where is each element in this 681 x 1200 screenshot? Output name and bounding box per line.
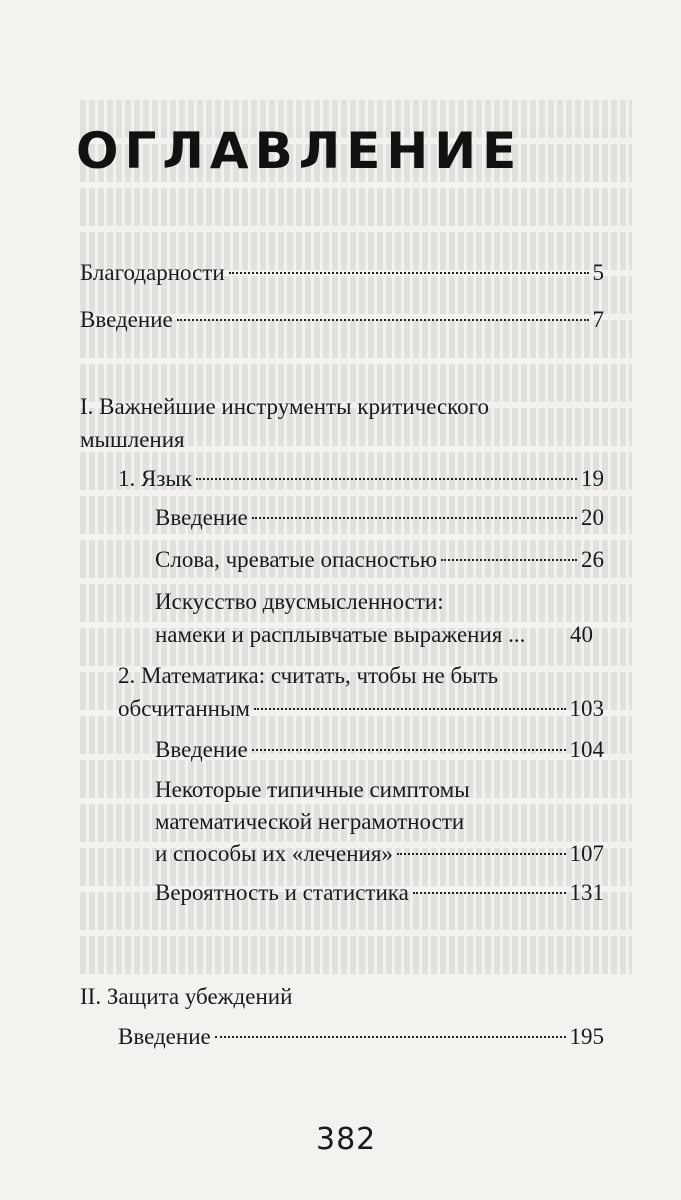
toc-entry-chapter1[interactable]: [118, 464, 604, 494]
toc-entry-page: 40: [570, 622, 593, 647]
toc-entry-ch2-probability[interactable]: [155, 878, 604, 908]
toc-entry-ch2-introduction[interactable]: [155, 735, 604, 765]
toc-entry-label-line2: обсчитанным: [118, 696, 250, 721]
toc-entry-label: Введение: [155, 737, 248, 762]
dot-leader: [252, 517, 577, 519]
dot-leader: [413, 892, 566, 894]
toc-entry-label: Введение: [155, 505, 248, 530]
toc-entry-acknowledgements[interactable]: [80, 258, 604, 288]
toc-entry-label-line2: намеки и расплывчатые выражения ...: [155, 622, 526, 647]
toc-entry-label: Благодарности: [80, 260, 225, 285]
toc-entry-page: 103: [569, 696, 604, 721]
toc-entry-page: 131: [569, 880, 604, 905]
toc-entry-last-line: [118, 694, 604, 724]
toc-entry-label: Вероятность и статистика: [155, 880, 409, 905]
part1-title-line2: мышления: [80, 427, 185, 452]
toc-entry-label: Введение: [80, 307, 173, 332]
dot-leader: [196, 478, 577, 480]
toc-entry-label-line2: математической неграмотности: [155, 809, 465, 834]
toc-entry-label: Слова, чреватые опасностью: [155, 547, 438, 572]
toc-entry-page: 104: [569, 737, 604, 762]
toc-entry-page: 107: [569, 841, 604, 866]
toc-entry-ch1-words[interactable]: [155, 545, 604, 575]
part1-title-line1: I. Важнейшие инструменты критического: [80, 394, 490, 419]
toc-entry-label-line1: 2. Математика: считать, чтобы не быть: [118, 663, 499, 688]
toc-entry-label-line3: и способы их «лечения»: [155, 841, 393, 866]
dot-leader: [215, 1036, 566, 1038]
toc-entry-page: 20: [581, 505, 604, 530]
part2-title: II. Защита убеждений: [80, 984, 293, 1009]
dot-leader: [229, 272, 589, 274]
toc-entry-label: Введение: [118, 1024, 211, 1049]
dot-leader: [177, 319, 589, 321]
dot-leader: [254, 708, 566, 710]
toc-entry-label: 1. Язык: [118, 466, 193, 491]
toc-entry-page: 7: [592, 307, 604, 332]
toc-entry-introduction[interactable]: [80, 305, 604, 335]
toc-entry-label-line1: Искусство двусмысленности:: [155, 589, 444, 614]
toc-heading: ОГЛАВЛЕНИЕ: [76, 122, 523, 180]
dot-leader: [397, 853, 566, 855]
toc-entry-last-line: [155, 839, 604, 869]
toc-entry-part2-introduction[interactable]: [118, 1022, 604, 1052]
dot-leader: [252, 749, 566, 751]
page-number: 382: [316, 1122, 377, 1157]
toc-entry-page: 5: [592, 260, 604, 285]
toc-entry-ch1-introduction[interactable]: [155, 503, 604, 533]
dot-leader: [441, 559, 577, 561]
toc-entry-page: 26: [581, 547, 604, 572]
toc-entry-page: 19: [581, 466, 604, 491]
toc-entry-label-line1: Некоторые типичные симптомы: [155, 777, 470, 802]
toc-entry-page: 195: [569, 1024, 604, 1049]
